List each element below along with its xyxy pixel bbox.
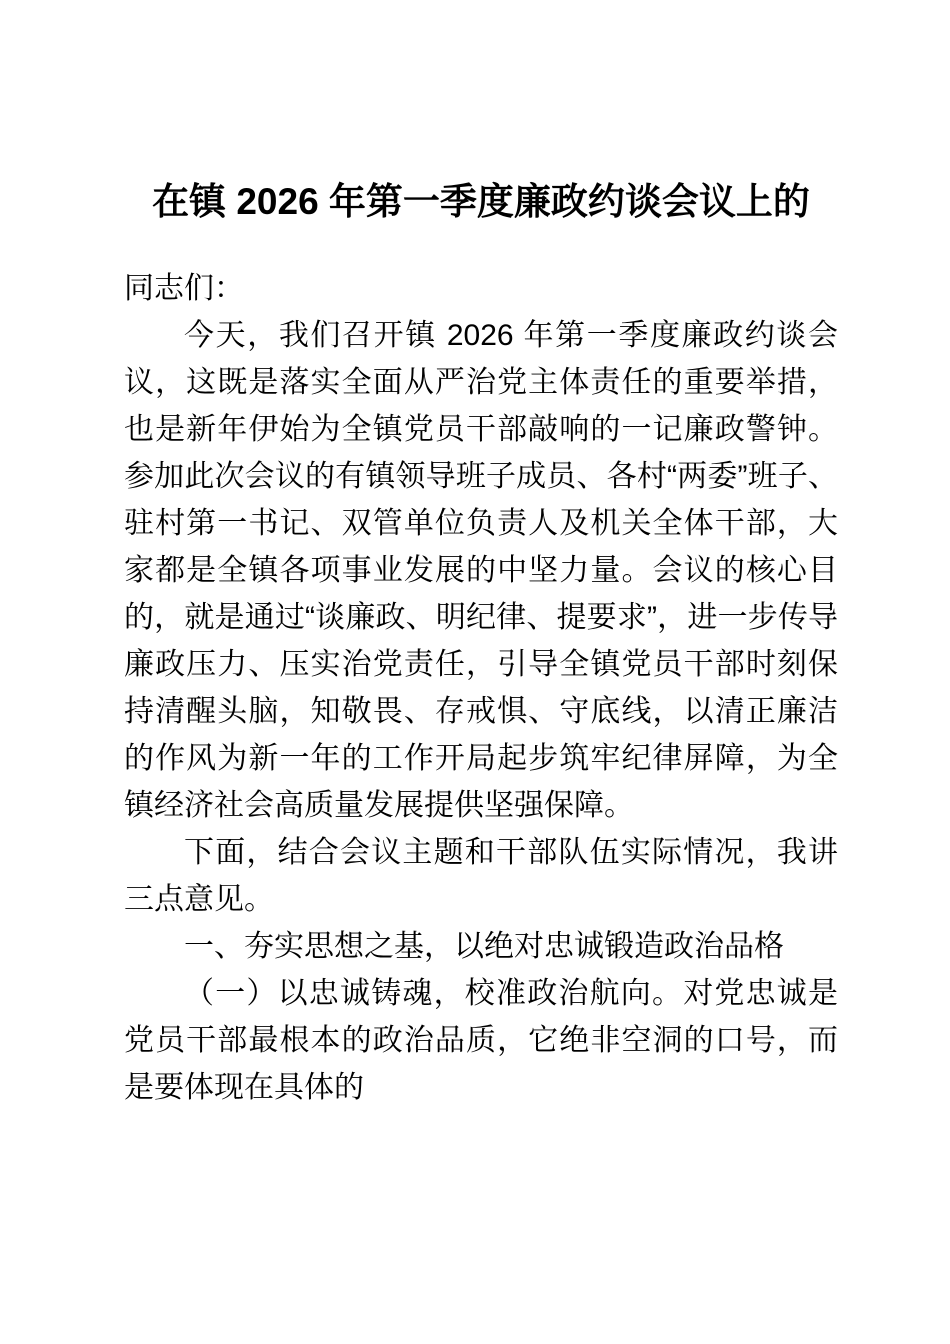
section-heading-one: 一、夯实思想之基，以绝对忠诚锻造政治品格 [184,930,784,963]
page-title-line-1: 在镇 2026 年第一季度廉政约谈会议上的 [152,181,810,222]
page-title [98,0,864,235]
document-content [124,0,838,1111]
transition-paragraph: 下面，结合会议主题和干部队伍实际情况，我讲三点意见。 [124,836,838,916]
opening-paragraph: 今天，我们召开镇 2026 年第一季度廉政约谈会议，这既是落实全面从严治党主体责任的重要举措，也是新年伊始为全镇党员干部敲响的一记廉政警钟。参加此次会议的有镇领导班子成员、各村“两委”班子、驻村第一书记、双管单位负责人及机关全体干部，大家都是全镇各项事业发展的中坚力量。会议的核心目的，就是通过“谈廉政、明纪律、提要求”，进一步传导廉政压力、压实治党责任，引导全镇党员干部时刻保持清醒头脑，知敬畏、存戒惧、守底线，以清正廉洁的作风为新一年的工作开局起步筑牢纪律屏障，为全镇经济社会高质量发展提供坚强保障。 [124,319,838,822]
subsection-paragraph-one: （一）以忠诚铸魂，校准政治航向。对党忠诚是党员干部最根本的政治品质，它绝非空洞的口号，而是要体现在具体的 [124,977,838,1104]
salutation: 同志们： [124,272,244,305]
